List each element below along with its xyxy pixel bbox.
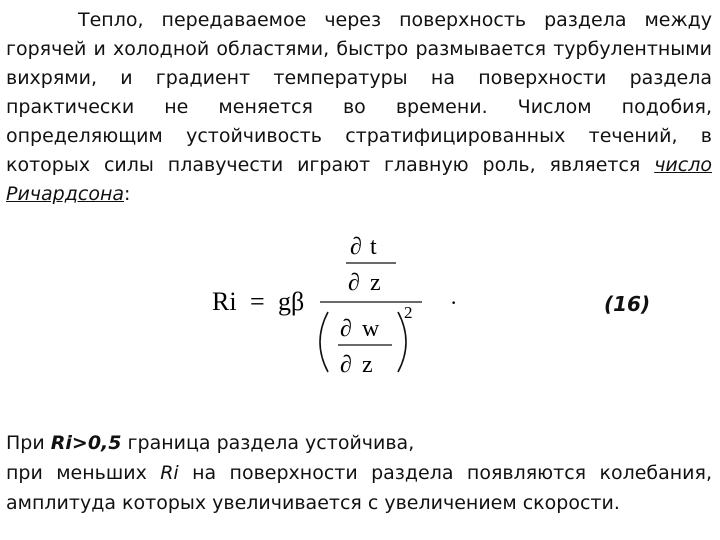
conclusion-line-2 (6, 458, 712, 488)
conclusion-paragraph (6, 428, 712, 518)
left-paren (320, 312, 328, 372)
formula-coefficient: gβ (278, 287, 305, 316)
den-var-top: w (362, 316, 380, 342)
paragraph-text: Тепло, передаваемое через поверхность раздела между горячей и холодной областями, быстро размывается турбулентными вихрями, и градиент температуры на поверхности раздела практически не меняется во времени. Числом подобия, определяющим устойчивость стратифицированных течений, в которых силы плавучести играют главную роль, является (6, 9, 712, 176)
den-power: 2 (404, 303, 413, 322)
stability-condition: Ri>0,5 (50, 432, 122, 454)
formula-dot: · (450, 290, 458, 315)
richardson-number-term: число Ричардсона (6, 154, 712, 205)
num-partial-top: ∂ (350, 234, 362, 260)
conclusion-line-1 (6, 428, 712, 458)
ri-symbol: Ri (160, 462, 179, 484)
line1-prefix: При (6, 432, 51, 454)
conclusion-line-3: амплитуда которых увеличивается с увеличением скорости. (6, 492, 620, 514)
intro-paragraph (6, 6, 712, 209)
formula-equals: = (250, 287, 265, 316)
formula-lhs: Ri (212, 287, 237, 316)
den-var-bottom: z (362, 352, 373, 378)
richardson-formula (200, 226, 500, 396)
den-partial-bottom: ∂ (340, 352, 352, 378)
num-var-top: t (370, 234, 377, 260)
line2-suffix: на поверхности раздела появляются колебания, (178, 462, 712, 484)
line1-suffix: граница раздела устойчива, (121, 432, 415, 454)
num-var-bottom: z (370, 270, 381, 296)
paragraph-colon: : (124, 183, 131, 205)
line2-prefix: при меньших (6, 462, 161, 484)
num-partial-bottom: ∂ (348, 270, 360, 296)
formula-graphic (200, 226, 500, 396)
den-partial-top: ∂ (340, 316, 352, 342)
equation-number: (16) (604, 292, 651, 316)
